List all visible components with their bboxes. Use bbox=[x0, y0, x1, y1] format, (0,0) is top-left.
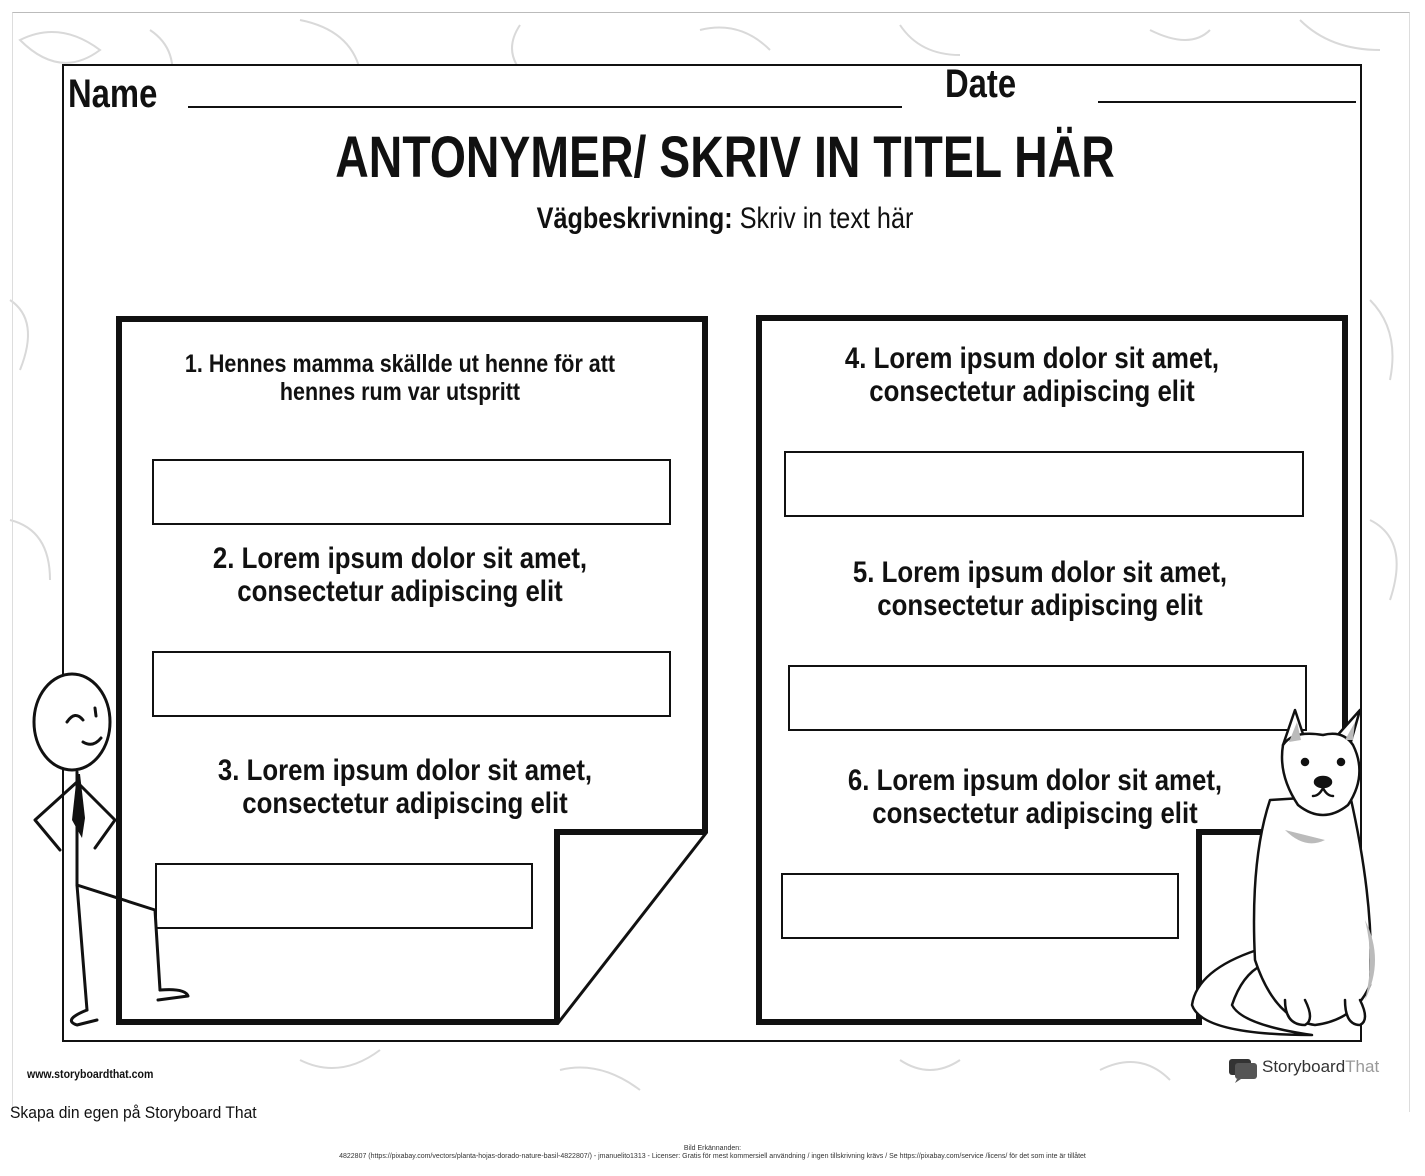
storyboard-logo-text: StoryboardThat bbox=[1262, 1057, 1380, 1076]
date-label: Date bbox=[945, 62, 1017, 106]
storyboard-logo-icon bbox=[1227, 1057, 1259, 1083]
question-2: 2. Lorem ipsum dolor sit amet, consectetur adipiscing elit bbox=[212, 542, 588, 608]
question-1: 1. Hennes mamma skällde ut henne för att hennes rum var utspritt bbox=[184, 350, 616, 406]
name-label: Name bbox=[68, 72, 158, 116]
image-credits-text: 4822807 (https://pixabay.com/vectors/planta-hojas-dorado-nature-basil-4822807/) - jmanuelito1313 - Licenser: Gratis för mest kommersiell användning / ingen tillskrivning krävs / Se https://pixabay.com/service /licens/ för det som inte är tillåtet bbox=[339, 1153, 1086, 1160]
answer-box-1[interactable] bbox=[152, 459, 671, 525]
name-field[interactable] bbox=[188, 106, 902, 108]
stick-figure-illustration bbox=[25, 670, 200, 1035]
answer-box-4[interactable] bbox=[784, 451, 1304, 517]
directions-text: Skriv in text här bbox=[732, 202, 914, 235]
dog-illustration bbox=[1185, 700, 1400, 1040]
directions-label: Vägbeskrivning: bbox=[536, 202, 733, 235]
answer-box-6[interactable] bbox=[781, 873, 1179, 939]
answer-box-2[interactable] bbox=[152, 651, 671, 717]
footer-url[interactable]: www.storyboardthat.com bbox=[27, 1067, 154, 1081]
directions bbox=[116, 202, 1334, 236]
question-5: 5. Lorem ipsum dolor sit amet, consectetur adipiscing elit bbox=[852, 556, 1228, 622]
question-3: 3. Lorem ipsum dolor sit amet, consectetur adipiscing elit bbox=[217, 754, 593, 820]
image-credits-label: Bild Erkännanden: bbox=[683, 1145, 742, 1152]
create-your-own-text: Skapa din egen på Storyboard That bbox=[10, 1103, 257, 1122]
question-4: 4. Lorem ipsum dolor sit amet, consectetur adipiscing elit bbox=[844, 342, 1220, 408]
answer-box-3[interactable] bbox=[155, 863, 533, 929]
date-field[interactable] bbox=[1098, 101, 1356, 103]
worksheet-title: ANTONYMER/ SKRIV IN TITEL HÄR bbox=[335, 125, 1115, 190]
question-6: 6. Lorem ipsum dolor sit amet, consectetur adipiscing elit bbox=[847, 764, 1223, 830]
